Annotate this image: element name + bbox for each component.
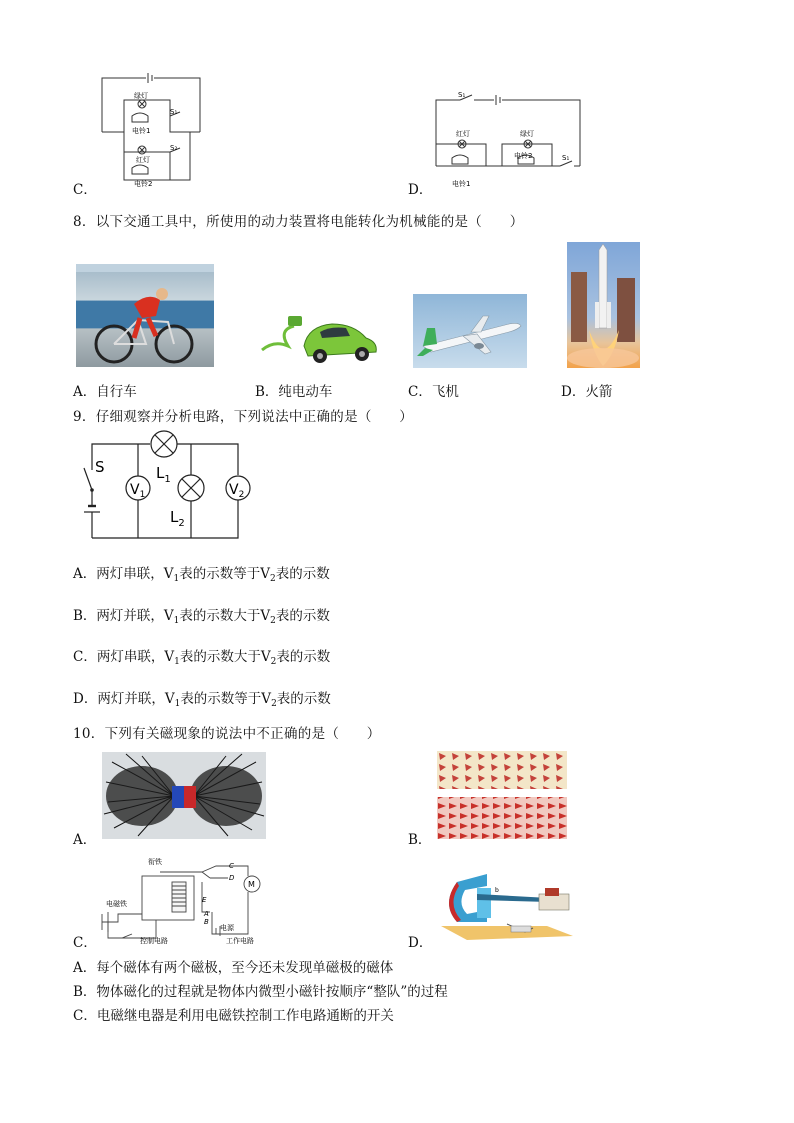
d-s1-top-label: S₁ bbox=[458, 91, 466, 99]
q10-micro-magnets-image bbox=[437, 751, 567, 839]
q10-relay-image bbox=[98, 852, 268, 944]
q7-circuit-d bbox=[430, 86, 586, 190]
q9-l2-label: $L_2$ bbox=[170, 508, 185, 529]
q8-airplane-image bbox=[413, 294, 527, 368]
svg-text:D: D bbox=[229, 874, 235, 882]
q10-iron-filings-image bbox=[102, 752, 266, 839]
q7-circuit-c bbox=[96, 70, 206, 188]
q8-option-c[interactable]: C．飞机 bbox=[408, 384, 459, 400]
q8-option-b[interactable]: B．纯电动车 bbox=[255, 384, 333, 400]
svg-text:b: b bbox=[495, 887, 499, 894]
q10-label-d[interactable]: D． bbox=[408, 935, 433, 951]
q8-rocket-image bbox=[567, 242, 640, 368]
q9-v1-label: $V_1$ bbox=[130, 482, 146, 500]
q9-l1-label: $L_1$ bbox=[156, 464, 171, 485]
svg-text:E: E bbox=[202, 896, 207, 904]
q9-stem: 9．仔细观察并分析电路，下列说法中正确的是（ ） bbox=[73, 409, 414, 425]
q8-option-d[interactable]: D．火箭 bbox=[561, 384, 613, 400]
q8-stem: 8．以下交通工具中，所使用的动力装置将电能转化为机械能的是（ ） bbox=[73, 214, 524, 230]
c-green-lamp-label: 绿灯 bbox=[134, 92, 148, 100]
q9-option-a[interactable]: A．两灯串联，$V_1$表的示数等于$V_2$表的示数 bbox=[73, 566, 330, 584]
d-bell2-label: 电铃2 bbox=[514, 152, 533, 160]
d-s1-right-label: S₁ bbox=[562, 154, 570, 162]
c-red-lamp-label: 红灯 bbox=[136, 156, 150, 164]
q9-option-d[interactable]: D．两灯并联，$V_1$表的示数等于$V_2$表的示数 bbox=[73, 691, 331, 709]
q9-circuit-diagram bbox=[78, 430, 260, 542]
q9-switch-label: S bbox=[95, 458, 105, 476]
relay-motor-label: M bbox=[248, 880, 255, 889]
c-bell2-label: 电铃2 bbox=[134, 180, 153, 188]
q10-option-a[interactable]: A．每个磁体有两个磁极，至今还未发现单磁极的磁体 bbox=[73, 960, 394, 976]
q8-option-a[interactable]: A．自行车 bbox=[73, 384, 137, 400]
relay-work-label: 工作电路 bbox=[226, 937, 254, 944]
q8-electric-car-image bbox=[258, 300, 380, 366]
q10-option-c[interactable]: C．电磁继电器是利用电磁铁控制工作电路通断的开关 bbox=[73, 1008, 394, 1024]
q10-magnet-conductor-image bbox=[437, 864, 577, 944]
d-bell1-label: 电铃1 bbox=[452, 180, 471, 188]
d-red-lamp-label: 红灯 bbox=[456, 130, 470, 138]
q9-v2-label: $V_2$ bbox=[229, 482, 245, 500]
q9-option-b[interactable]: B．两灯并联，$V_1$表的示数大于$V_2$表的示数 bbox=[73, 608, 330, 626]
relay-electromagnet-label: 电磁铁 bbox=[106, 900, 127, 908]
relay-power-label: 电源 bbox=[220, 924, 234, 932]
q10-label-b[interactable]: B． bbox=[408, 832, 432, 848]
c-s2-label: S₂ bbox=[170, 144, 178, 152]
q10-label-a[interactable]: A． bbox=[73, 832, 97, 848]
svg-text:C: C bbox=[229, 862, 234, 870]
q10-option-b[interactable]: B．物体磁化的过程就是物体内微型小磁针按顺序“整队”的过程 bbox=[73, 984, 448, 1000]
q7-option-c-label[interactable]: C． bbox=[73, 182, 97, 198]
q8-bicycle-image bbox=[76, 264, 214, 367]
c-s1-label: S₁ bbox=[170, 108, 178, 116]
svg-text:A: A bbox=[204, 910, 209, 918]
svg-text:B: B bbox=[204, 918, 209, 926]
c-bell1-label: 电铃1 bbox=[132, 127, 151, 135]
relay-armature-label: 衔铁 bbox=[148, 858, 162, 866]
q9-option-c[interactable]: C．两灯串联，$V_1$表的示数大于$V_2$表的示数 bbox=[73, 649, 331, 667]
q7-option-d-label[interactable]: D． bbox=[408, 182, 433, 198]
q10-label-c[interactable]: C． bbox=[73, 935, 97, 951]
relay-control-label: 控制电路 bbox=[140, 937, 168, 944]
q10-stem: 10．下列有关磁现象的说法中不正确的是（ ） bbox=[73, 726, 381, 742]
d-green-lamp-label: 绿灯 bbox=[520, 130, 534, 138]
